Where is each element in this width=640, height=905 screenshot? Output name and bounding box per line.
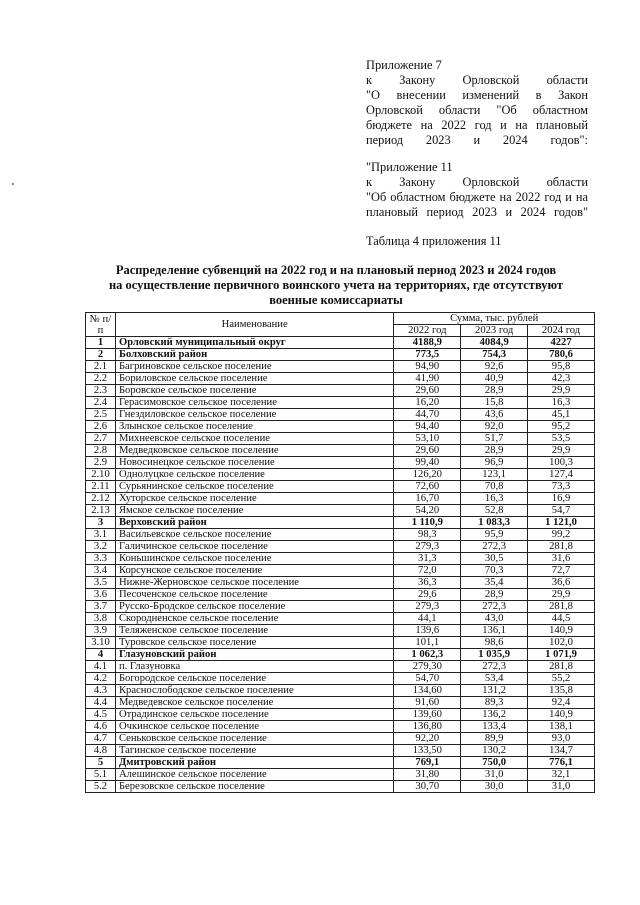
row-number: 5 xyxy=(86,757,116,769)
value-2023: 15,8 xyxy=(461,397,528,409)
value-2022: 279,3 xyxy=(394,541,461,553)
row-number: 3.1 xyxy=(86,529,116,541)
value-2024: 776,1 xyxy=(528,757,595,769)
row-number: 2.2 xyxy=(86,373,116,385)
value-2022: 101,1 xyxy=(394,637,461,649)
table-row xyxy=(86,709,595,721)
row-name: Сеньковское сельское поселение xyxy=(115,733,393,745)
row-name: Теляженское сельское поселение xyxy=(115,625,393,637)
row-number: 4.2 xyxy=(86,673,116,685)
value-2023: 754,3 xyxy=(461,349,528,361)
appendix-11-header xyxy=(366,160,588,220)
row-name: Тагинское сельское поселение xyxy=(115,745,393,757)
value-2024: 100,3 xyxy=(528,457,595,469)
row-number: 5.2 xyxy=(86,781,116,793)
law2-reference-line: к Закону Орловской области xyxy=(366,175,588,189)
value-2023: 16,3 xyxy=(461,493,528,505)
value-2024: 281,8 xyxy=(528,661,595,673)
value-2023: 4084,9 xyxy=(461,337,528,349)
row-number: 2.6 xyxy=(86,421,116,433)
value-2023: 51,7 xyxy=(461,433,528,445)
appendix-header xyxy=(366,58,588,148)
value-2023: 70,3 xyxy=(461,565,528,577)
year-2023-header: 2023 год xyxy=(461,325,528,337)
value-2024: 72,7 xyxy=(528,565,595,577)
table-reference-text: Таблица 4 приложения 11 xyxy=(366,234,502,248)
value-2022: 30,70 xyxy=(394,781,461,793)
table-row xyxy=(86,613,595,625)
table-row xyxy=(86,385,595,397)
table-row xyxy=(86,445,595,457)
value-2023: 43,6 xyxy=(461,409,528,421)
row-number: 3.4 xyxy=(86,565,116,577)
table-row xyxy=(86,733,595,745)
value-2024: 1 121,0 xyxy=(528,517,595,529)
row-name: Медведковское сельское поселение xyxy=(115,445,393,457)
row-name: Скородненское сельское поселение xyxy=(115,613,393,625)
row-name: Корсунское сельское поселение xyxy=(115,565,393,577)
value-2024: 32,1 xyxy=(528,769,595,781)
value-2024: 95,2 xyxy=(528,421,595,433)
scan-speck xyxy=(12,183,14,185)
value-2022: 279,3 xyxy=(394,601,461,613)
value-2022: 29,60 xyxy=(394,445,461,457)
table-row xyxy=(86,685,595,697)
value-2022: 279,30 xyxy=(394,661,461,673)
value-2024: 780,6 xyxy=(528,349,595,361)
value-2022: 94,40 xyxy=(394,421,461,433)
row-name: Верховский район xyxy=(115,517,393,529)
table-row xyxy=(86,601,595,613)
value-2022: 16,70 xyxy=(394,493,461,505)
row-name: Ямское сельское поселение xyxy=(115,505,393,517)
value-2024: 134,7 xyxy=(528,745,595,757)
row-name: Хуторское сельское поселение xyxy=(115,493,393,505)
row-name: Медведевское сельское поселение xyxy=(115,697,393,709)
row-number: 3.7 xyxy=(86,601,116,613)
value-2024: 102,0 xyxy=(528,637,595,649)
table-row xyxy=(86,745,595,757)
row-name: Однолуцкое сельское поселение xyxy=(115,469,393,481)
table-reference xyxy=(366,234,588,249)
value-2023: 136,1 xyxy=(461,625,528,637)
value-2022: 126,20 xyxy=(394,469,461,481)
table-row xyxy=(86,493,595,505)
value-2023: 40,9 xyxy=(461,373,528,385)
value-2022: 769,1 xyxy=(394,757,461,769)
amendment-text: "О внесении изменений в Закон Орловской области "Об областном бюджете на 2022 год и на плановый период 2023 и 2024 годов": xyxy=(366,88,588,147)
value-2024: 138,1 xyxy=(528,721,595,733)
title-line-3: военные комиссариаты xyxy=(269,293,403,307)
table-row-total xyxy=(86,649,595,661)
value-2023: 750,0 xyxy=(461,757,528,769)
row-number: 2.12 xyxy=(86,493,116,505)
row-number: 4.3 xyxy=(86,685,116,697)
value-2024: 127,4 xyxy=(528,469,595,481)
appendix-11-label: "Приложение 11 xyxy=(366,160,453,174)
value-2024: 93,0 xyxy=(528,733,595,745)
value-2023: 28,9 xyxy=(461,589,528,601)
row-number: 3.5 xyxy=(86,577,116,589)
value-2023: 1 035,9 xyxy=(461,649,528,661)
value-2024: 31,6 xyxy=(528,553,595,565)
value-2022: 31,80 xyxy=(394,769,461,781)
col-name-header: Наименование xyxy=(115,313,393,337)
row-number: 3.8 xyxy=(86,613,116,625)
value-2022: 44,1 xyxy=(394,613,461,625)
row-name: п. Глазуновка xyxy=(115,661,393,673)
row-number: 3.9 xyxy=(86,625,116,637)
table-row xyxy=(86,673,595,685)
row-name: Михнеевское сельское поселение xyxy=(115,433,393,445)
value-2022: 36,3 xyxy=(394,577,461,589)
value-2022: 133,50 xyxy=(394,745,461,757)
row-number: 4.4 xyxy=(86,697,116,709)
table-row xyxy=(86,469,595,481)
row-number: 3.6 xyxy=(86,589,116,601)
table-row xyxy=(86,505,595,517)
value-2024: 140,9 xyxy=(528,709,595,721)
value-2023: 133,4 xyxy=(461,721,528,733)
table-row xyxy=(86,553,595,565)
value-2022: 139,6 xyxy=(394,625,461,637)
value-2024: 281,8 xyxy=(528,541,595,553)
row-number: 2.5 xyxy=(86,409,116,421)
value-2023: 89,3 xyxy=(461,697,528,709)
value-2024: 36,6 xyxy=(528,577,595,589)
row-name: Герасимовское сельское поселение xyxy=(115,397,393,409)
table-row xyxy=(86,721,595,733)
value-2022: 29,6 xyxy=(394,589,461,601)
value-2022: 4188,9 xyxy=(394,337,461,349)
table-row xyxy=(86,769,595,781)
row-name: Отрадинское сельское поселение xyxy=(115,709,393,721)
value-2024: 45,1 xyxy=(528,409,595,421)
value-2024: 99,2 xyxy=(528,529,595,541)
title-line-2: на осуществление первичного воинского учета на территориях, где отсутствуют xyxy=(108,278,564,292)
row-number: 4.5 xyxy=(86,709,116,721)
row-name: Боровское сельское поселение xyxy=(115,385,393,397)
value-2024: 29,9 xyxy=(528,589,595,601)
row-number: 4.8 xyxy=(86,745,116,757)
value-2024: 73,3 xyxy=(528,481,595,493)
value-2022: 41,90 xyxy=(394,373,461,385)
value-2023: 95,9 xyxy=(461,529,528,541)
row-number: 2.3 xyxy=(86,385,116,397)
value-2022: 16,20 xyxy=(394,397,461,409)
table-row-total xyxy=(86,349,595,361)
value-2024: 4227 xyxy=(528,337,595,349)
value-2023: 28,9 xyxy=(461,445,528,457)
row-name: Орловский муниципальный округ xyxy=(115,337,393,349)
value-2022: 31,3 xyxy=(394,553,461,565)
table-row xyxy=(86,577,595,589)
row-number: 2.4 xyxy=(86,397,116,409)
table-row xyxy=(86,589,595,601)
value-2022: 92,20 xyxy=(394,733,461,745)
value-2023: 30,5 xyxy=(461,553,528,565)
table-row-total xyxy=(86,517,595,529)
table-header-row xyxy=(86,313,595,325)
row-number: 2.8 xyxy=(86,445,116,457)
value-2023: 28,9 xyxy=(461,385,528,397)
row-number: 3.10 xyxy=(86,637,116,649)
value-2024: 140,9 xyxy=(528,625,595,637)
value-2023: 272,3 xyxy=(461,541,528,553)
table-row xyxy=(86,697,595,709)
col-number-header: № п/п xyxy=(86,313,116,337)
value-2024: 29,9 xyxy=(528,445,595,457)
law2-title: "Об областном бюджете на 2022 год и на плановый период 2023 и 2024 годов" xyxy=(366,190,588,219)
value-2022: 94,90 xyxy=(394,361,461,373)
value-2024: 55,2 xyxy=(528,673,595,685)
table-row-total xyxy=(86,757,595,769)
row-number: 2.11 xyxy=(86,481,116,493)
row-number: 2.10 xyxy=(86,469,116,481)
row-name: Злынское сельское поселение xyxy=(115,421,393,433)
row-name: Бориловское сельское поселение xyxy=(115,373,393,385)
value-2023: 92,6 xyxy=(461,361,528,373)
value-2022: 54,70 xyxy=(394,673,461,685)
value-2022: 29,60 xyxy=(394,385,461,397)
table-row xyxy=(86,661,595,673)
row-number: 4.6 xyxy=(86,721,116,733)
row-number: 2 xyxy=(86,349,116,361)
year-2024-header: 2024 год xyxy=(528,325,595,337)
value-2022: 91,60 xyxy=(394,697,461,709)
value-2023: 92,0 xyxy=(461,421,528,433)
value-2024: 31,0 xyxy=(528,781,595,793)
value-2024: 281,8 xyxy=(528,601,595,613)
value-2022: 139,60 xyxy=(394,709,461,721)
value-2024: 54,7 xyxy=(528,505,595,517)
col-sum-header: Сумма, тыс. рублей xyxy=(394,313,595,325)
value-2022: 53,10 xyxy=(394,433,461,445)
law-reference-line: к Закону Орловской области xyxy=(366,73,588,87)
table-row xyxy=(86,481,595,493)
value-2022: 773,5 xyxy=(394,349,461,361)
table-row xyxy=(86,373,595,385)
table-row xyxy=(86,541,595,553)
value-2022: 44,70 xyxy=(394,409,461,421)
value-2024: 92,4 xyxy=(528,697,595,709)
table-row xyxy=(86,433,595,445)
row-name: Алешинское сельское поселение xyxy=(115,769,393,781)
row-name: Богородское сельское поселение xyxy=(115,673,393,685)
row-number: 2.13 xyxy=(86,505,116,517)
row-number: 4 xyxy=(86,649,116,661)
value-2023: 30,0 xyxy=(461,781,528,793)
table-row xyxy=(86,625,595,637)
row-name: Сурьянинское сельское поселение xyxy=(115,481,393,493)
row-name: Новосинецкое сельское поселение xyxy=(115,457,393,469)
row-number: 2.1 xyxy=(86,361,116,373)
table-row xyxy=(86,565,595,577)
document-title xyxy=(96,263,576,308)
value-2023: 130,2 xyxy=(461,745,528,757)
table-row xyxy=(86,409,595,421)
row-name: Русско-Бродское сельское поселение xyxy=(115,601,393,613)
value-2022: 134,60 xyxy=(394,685,461,697)
value-2023: 89,9 xyxy=(461,733,528,745)
value-2022: 1 062,3 xyxy=(394,649,461,661)
value-2023: 35,4 xyxy=(461,577,528,589)
value-2024: 135,8 xyxy=(528,685,595,697)
value-2024: 16,3 xyxy=(528,397,595,409)
row-name: Глазуновский район xyxy=(115,649,393,661)
row-number: 3 xyxy=(86,517,116,529)
row-name: Очкинское сельское поселение xyxy=(115,721,393,733)
value-2024: 29,9 xyxy=(528,385,595,397)
row-number: 2.7 xyxy=(86,433,116,445)
value-2023: 1 083,3 xyxy=(461,517,528,529)
row-number: 4.7 xyxy=(86,733,116,745)
value-2022: 98,3 xyxy=(394,529,461,541)
row-number: 1 xyxy=(86,337,116,349)
table-body xyxy=(86,337,595,793)
table-row xyxy=(86,421,595,433)
value-2023: 272,3 xyxy=(461,661,528,673)
value-2023: 136,2 xyxy=(461,709,528,721)
row-name: Коньшинское сельское поселение xyxy=(115,553,393,565)
value-2023: 31,0 xyxy=(461,769,528,781)
value-2023: 123,1 xyxy=(461,469,528,481)
value-2024: 44,5 xyxy=(528,613,595,625)
value-2022: 72,0 xyxy=(394,565,461,577)
row-number: 3.3 xyxy=(86,553,116,565)
row-name: Краснослободское сельское поселение xyxy=(115,685,393,697)
value-2024: 95,8 xyxy=(528,361,595,373)
value-2023: 70,8 xyxy=(461,481,528,493)
row-name: Нижне-Жерновское сельское поселение xyxy=(115,577,393,589)
table-row-total xyxy=(86,337,595,349)
row-name: Песоченское сельское поселение xyxy=(115,589,393,601)
value-2022: 54,20 xyxy=(394,505,461,517)
value-2023: 96,9 xyxy=(461,457,528,469)
table-row xyxy=(86,361,595,373)
value-2023: 52,8 xyxy=(461,505,528,517)
row-name: Галичинское сельское поселение xyxy=(115,541,393,553)
table-row xyxy=(86,457,595,469)
value-2023: 131,2 xyxy=(461,685,528,697)
table-row xyxy=(86,781,595,793)
value-2023: 53,4 xyxy=(461,673,528,685)
value-2022: 72,60 xyxy=(394,481,461,493)
value-2023: 272,3 xyxy=(461,601,528,613)
row-name: Дмитровский район xyxy=(115,757,393,769)
row-name: Васильевское сельское поселение xyxy=(115,529,393,541)
row-name: Туровское сельское поселение xyxy=(115,637,393,649)
table-row xyxy=(86,637,595,649)
value-2024: 42,3 xyxy=(528,373,595,385)
row-name: Березовское сельское поселение xyxy=(115,781,393,793)
subsidy-table xyxy=(85,312,595,793)
value-2024: 1 071,9 xyxy=(528,649,595,661)
table-row xyxy=(86,397,595,409)
row-name: Багриновское сельское поселение xyxy=(115,361,393,373)
value-2022: 1 110,9 xyxy=(394,517,461,529)
row-number: 3.2 xyxy=(86,541,116,553)
row-name: Болховский район xyxy=(115,349,393,361)
value-2024: 16,9 xyxy=(528,493,595,505)
value-2022: 136,80 xyxy=(394,721,461,733)
row-name: Гнездиловское сельское поселение xyxy=(115,409,393,421)
row-number: 2.9 xyxy=(86,457,116,469)
value-2023: 43,0 xyxy=(461,613,528,625)
value-2022: 99,40 xyxy=(394,457,461,469)
year-2022-header: 2022 год xyxy=(394,325,461,337)
value-2024: 53,5 xyxy=(528,433,595,445)
row-number: 5.1 xyxy=(86,769,116,781)
title-line-1: Распределение субвенций на 2022 год и на плановый период 2023 и 2024 годов xyxy=(115,263,557,277)
appendix-label: Приложение 7 xyxy=(366,58,442,72)
table-row xyxy=(86,529,595,541)
row-number: 4.1 xyxy=(86,661,116,673)
value-2023: 98,6 xyxy=(461,637,528,649)
